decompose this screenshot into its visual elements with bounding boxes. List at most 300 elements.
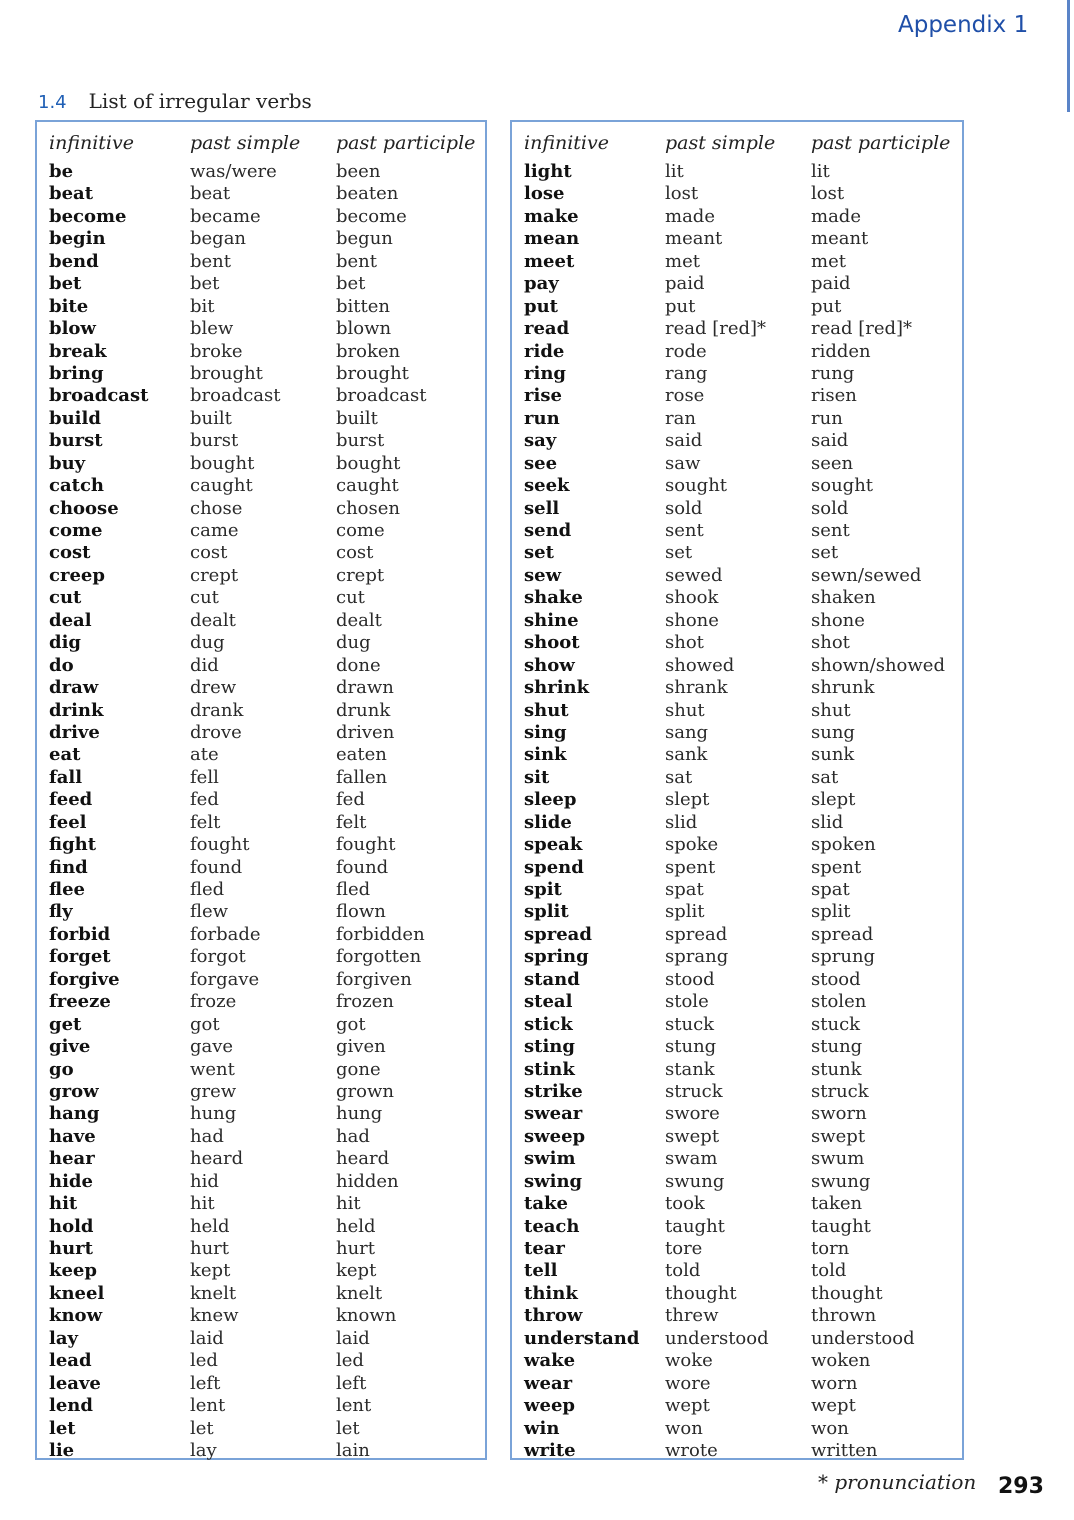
past-participle-cell: swum xyxy=(811,1148,865,1170)
table-row xyxy=(49,1238,485,1260)
infinitive-cell: bend xyxy=(49,250,99,272)
infinitive-cell: eat xyxy=(49,744,81,766)
table-row xyxy=(49,901,485,923)
past-simple-cell: stung xyxy=(665,1036,717,1058)
infinitive-cell: wear xyxy=(524,1372,573,1394)
infinitive-cell: come xyxy=(49,520,103,541)
table-row xyxy=(49,1126,485,1148)
infinitive-cell: lay xyxy=(49,1327,78,1349)
past-participle-cell: hurt xyxy=(336,1238,376,1259)
past-simple-cell: hid xyxy=(190,1170,219,1192)
infinitive-cell: read xyxy=(524,318,570,340)
table-row xyxy=(49,924,485,946)
table-row xyxy=(524,1328,962,1350)
infinitive-cell: fight xyxy=(49,834,97,856)
infinitive-cell: bring xyxy=(49,362,104,384)
past-participle-cell: worn xyxy=(811,1372,858,1394)
table-row xyxy=(524,879,962,901)
infinitive-cell: sweep xyxy=(524,1125,586,1147)
past-simple-cell: forgave xyxy=(190,968,260,990)
table-row xyxy=(524,565,962,587)
past-simple-cell: hung xyxy=(190,1103,237,1125)
table-row xyxy=(524,475,962,497)
past-simple-cell: held xyxy=(190,1215,230,1237)
past-participle-cell: woken xyxy=(811,1350,871,1372)
table-body xyxy=(524,161,962,1462)
table-row xyxy=(49,1014,485,1036)
infinitive-cell: forbid xyxy=(49,923,111,945)
past-simple-cell: drank xyxy=(190,699,244,721)
past-participle-cell: fallen xyxy=(336,766,388,788)
infinitive-cell: teach xyxy=(524,1215,580,1237)
past-participle-cell: found xyxy=(336,856,389,878)
past-simple-cell: shrank xyxy=(665,677,728,699)
past-participle-cell: fed xyxy=(336,789,365,811)
past-simple-cell: spoke xyxy=(665,834,719,856)
infinitive-cell: set xyxy=(524,542,554,564)
infinitive-cell: hurt xyxy=(49,1238,93,1259)
table-row xyxy=(524,1305,962,1327)
table-row xyxy=(524,632,962,654)
infinitive-cell: lend xyxy=(49,1395,93,1417)
infinitive-cell: leave xyxy=(49,1372,101,1394)
table-row xyxy=(49,1260,485,1282)
past-simple-cell: got xyxy=(190,1013,220,1035)
past-participle-cell: lost xyxy=(811,183,845,205)
past-simple-cell: came xyxy=(190,520,239,541)
past-simple-cell: drove xyxy=(190,721,242,743)
past-participle-cell: hidden xyxy=(336,1170,399,1192)
past-participle-cell: shot xyxy=(811,632,850,654)
past-participle-cell: eaten xyxy=(336,744,387,766)
past-participle-cell: got xyxy=(336,1013,366,1035)
past-simple-cell: burst xyxy=(190,430,239,452)
table-row xyxy=(49,206,485,228)
infinitive-cell: mean xyxy=(524,228,580,250)
past-simple-cell: left xyxy=(190,1372,221,1394)
past-simple-cell: was/were xyxy=(190,161,277,182)
infinitive-cell: show xyxy=(524,654,575,676)
past-participle-cell: blown xyxy=(336,318,392,340)
infinitive-cell: give xyxy=(49,1036,91,1058)
infinitive-cell: stick xyxy=(524,1013,573,1035)
table-row xyxy=(524,901,962,923)
past-participle-cell: spat xyxy=(811,879,850,900)
infinitive-cell: meet xyxy=(524,250,575,272)
past-participle-cell: shut xyxy=(811,699,851,721)
infinitive-cell: sell xyxy=(524,497,560,519)
past-simple-cell: understood xyxy=(665,1327,769,1349)
table-row xyxy=(524,296,962,318)
infinitive-cell: steal xyxy=(524,991,573,1013)
past-participle-cell: cut xyxy=(336,587,365,609)
past-simple-cell: went xyxy=(190,1058,235,1080)
table-row xyxy=(524,1350,962,1372)
past-participle-cell: broadcast xyxy=(336,385,427,407)
past-participle-cell: sewn/sewed xyxy=(811,564,922,586)
table-row xyxy=(49,475,485,497)
past-simple-cell: beat xyxy=(190,183,231,205)
past-simple-cell: swam xyxy=(665,1148,718,1170)
infinitive-cell: find xyxy=(49,856,88,878)
table-row xyxy=(49,969,485,991)
infinitive-cell: sink xyxy=(524,744,567,766)
past-participle-cell: been xyxy=(336,161,381,182)
infinitive-cell: drink xyxy=(49,699,104,721)
table-row xyxy=(524,1238,962,1260)
past-participle-cell: dug xyxy=(336,632,371,654)
table-row xyxy=(49,1418,485,1440)
past-simple-cell: sang xyxy=(665,721,709,743)
past-participle-cell: forgiven xyxy=(336,968,412,990)
infinitive-cell: be xyxy=(49,161,74,182)
past-simple-cell: split xyxy=(665,901,705,923)
infinitive-cell: swing xyxy=(524,1170,583,1192)
table-row xyxy=(524,857,962,879)
past-simple-cell: read [red]* xyxy=(665,318,767,340)
infinitive-cell: seek xyxy=(524,475,570,497)
infinitive-cell: drive xyxy=(49,721,100,743)
past-simple-cell: forbade xyxy=(190,923,261,945)
past-simple-cell: spent xyxy=(665,856,716,878)
past-participle-cell: stood xyxy=(811,968,861,990)
infinitive-cell: fall xyxy=(49,766,83,788)
infinitive-cell: creep xyxy=(49,564,105,586)
table-row xyxy=(524,1081,962,1103)
past-simple-cell: rang xyxy=(665,362,708,384)
past-simple-cell: did xyxy=(190,654,219,676)
infinitive-cell: dig xyxy=(49,632,82,654)
past-participle-cell: split xyxy=(811,901,851,923)
past-simple-cell: began xyxy=(190,228,247,250)
infinitive-cell: feel xyxy=(49,811,87,833)
infinitive-cell: ride xyxy=(524,340,565,362)
infinitive-cell: hide xyxy=(49,1170,93,1192)
past-simple-cell: fell xyxy=(190,766,219,788)
table-row xyxy=(524,453,962,475)
table-row xyxy=(524,1103,962,1125)
infinitive-cell: buy xyxy=(49,452,86,474)
past-simple-cell: gave xyxy=(190,1036,234,1058)
table-row xyxy=(49,1440,485,1462)
past-simple-cell: shut xyxy=(665,699,705,721)
past-simple-cell: caught xyxy=(190,475,253,497)
table-row xyxy=(524,834,962,856)
past-simple-cell: fought xyxy=(190,834,250,856)
past-simple-cell: cut xyxy=(190,587,219,609)
past-simple-cell: told xyxy=(665,1260,701,1282)
infinitive-cell: cost xyxy=(49,542,91,564)
past-simple-cell: fled xyxy=(190,879,225,900)
page-edge-divider xyxy=(1067,0,1070,112)
table-row xyxy=(524,318,962,340)
past-participle-cell: chosen xyxy=(336,497,400,519)
past-participle-cell: stung xyxy=(811,1036,863,1058)
infinitive-cell: lie xyxy=(49,1439,75,1461)
past-participle-cell: written xyxy=(811,1439,878,1461)
table-row xyxy=(524,1373,962,1395)
past-simple-cell: won xyxy=(665,1417,703,1439)
header-past-simple: past simple xyxy=(665,132,776,154)
past-participle-cell: taught xyxy=(811,1215,871,1237)
past-participle-cell: sat xyxy=(811,766,839,788)
infinitive-cell: get xyxy=(49,1013,82,1035)
table-header xyxy=(524,132,962,158)
past-participle-cell: thought xyxy=(811,1282,883,1304)
table-row xyxy=(49,655,485,677)
table-row xyxy=(49,1350,485,1372)
infinitive-cell: spring xyxy=(524,946,589,968)
past-simple-cell: sewed xyxy=(665,564,723,586)
table-row xyxy=(49,1148,485,1170)
infinitive-cell: hear xyxy=(49,1148,95,1170)
table-row xyxy=(49,834,485,856)
table-body xyxy=(49,161,485,1462)
table-row xyxy=(49,677,485,699)
past-participle-cell: come xyxy=(336,520,385,541)
table-row xyxy=(524,1148,962,1170)
past-participle-cell: spread xyxy=(811,923,874,945)
past-participle-cell: hung xyxy=(336,1103,383,1125)
infinitive-cell: sting xyxy=(524,1036,575,1058)
infinitive-cell: build xyxy=(49,407,101,429)
past-simple-cell: spat xyxy=(665,879,704,900)
table-row xyxy=(49,610,485,632)
past-participle-cell: brought xyxy=(336,362,409,384)
infinitive-cell: catch xyxy=(49,475,104,497)
table-row xyxy=(524,228,962,250)
table-row xyxy=(524,251,962,273)
table-row xyxy=(49,161,485,183)
past-participle-cell: forbidden xyxy=(336,923,425,945)
infinitive-cell: keep xyxy=(49,1260,97,1282)
past-participle-cell: shone xyxy=(811,609,865,631)
past-participle-cell: spoken xyxy=(811,834,876,856)
infinitive-cell: win xyxy=(524,1417,560,1439)
infinitive-cell: shoot xyxy=(524,632,580,654)
table-row xyxy=(524,1283,962,1305)
table-row xyxy=(524,341,962,363)
footnote: * pronunciation xyxy=(818,1470,977,1494)
table-row xyxy=(524,1440,962,1462)
past-participle-cell: meant xyxy=(811,228,869,250)
past-simple-cell: bought xyxy=(190,452,255,474)
table-row xyxy=(49,744,485,766)
past-simple-cell: drew xyxy=(190,677,237,699)
past-simple-cell: bit xyxy=(190,295,215,317)
past-simple-cell: sank xyxy=(665,744,708,766)
past-participle-cell: lain xyxy=(336,1439,370,1461)
infinitive-cell: sit xyxy=(524,766,550,788)
infinitive-cell: burst xyxy=(49,430,103,452)
past-simple-cell: stuck xyxy=(665,1013,715,1035)
past-participle-cell: heard xyxy=(336,1148,390,1170)
past-simple-cell: rode xyxy=(665,340,707,362)
infinitive-cell: hang xyxy=(49,1103,100,1125)
infinitive-cell: shut xyxy=(524,699,569,721)
table-row xyxy=(49,1193,485,1215)
past-participle-cell: sought xyxy=(811,475,874,497)
infinitive-cell: put xyxy=(524,295,558,317)
past-simple-cell: sold xyxy=(665,497,703,519)
infinitive-cell: see xyxy=(524,452,558,474)
table-row xyxy=(49,408,485,430)
past-participle-cell: drawn xyxy=(336,677,394,699)
past-simple-cell: slept xyxy=(665,789,710,811)
past-participle-cell: led xyxy=(336,1350,364,1372)
past-simple-cell: took xyxy=(665,1193,705,1215)
past-simple-cell: bent xyxy=(190,250,232,272)
past-participle-cell: stuck xyxy=(811,1013,861,1035)
past-participle-cell: ridden xyxy=(811,340,871,362)
past-participle-cell: hit xyxy=(336,1193,361,1215)
past-simple-cell: dug xyxy=(190,632,225,654)
table-row xyxy=(49,363,485,385)
infinitive-cell: make xyxy=(524,205,579,227)
past-simple-cell: hit xyxy=(190,1193,215,1215)
infinitive-cell: write xyxy=(524,1439,576,1461)
header-past-participle: past participle xyxy=(336,132,476,154)
past-simple-cell: thought xyxy=(665,1282,737,1304)
infinitive-cell: wake xyxy=(524,1350,576,1372)
table-row xyxy=(524,430,962,452)
table-row xyxy=(49,1395,485,1417)
table-row xyxy=(524,542,962,564)
past-simple-cell: flew xyxy=(190,901,229,923)
table-row xyxy=(49,767,485,789)
past-participle-cell: kept xyxy=(336,1260,377,1282)
past-simple-cell: blew xyxy=(190,318,234,340)
past-simple-cell: wore xyxy=(665,1372,711,1394)
past-simple-cell: let xyxy=(190,1417,214,1439)
past-simple-cell: set xyxy=(665,542,693,564)
past-participle-cell: caught xyxy=(336,475,399,497)
past-participle-cell: crept xyxy=(336,564,385,586)
past-participle-cell: said xyxy=(811,430,849,452)
past-simple-cell: showed xyxy=(665,654,735,676)
past-simple-cell: forgot xyxy=(190,946,246,968)
past-participle-cell: left xyxy=(336,1372,367,1394)
past-participle-cell: beaten xyxy=(336,183,399,205)
past-participle-cell: held xyxy=(336,1215,376,1237)
past-participle-cell: driven xyxy=(336,721,395,743)
past-participle-cell: swept xyxy=(811,1125,866,1147)
table-row xyxy=(49,273,485,295)
past-simple-cell: wrote xyxy=(665,1439,718,1461)
past-participle-cell: burst xyxy=(336,430,385,452)
section-number: 1.4 xyxy=(38,92,67,113)
past-participle-cell: grown xyxy=(336,1080,394,1102)
past-simple-cell: struck xyxy=(665,1080,723,1102)
infinitive-cell: throw xyxy=(524,1305,583,1327)
past-simple-cell: had xyxy=(190,1125,224,1147)
infinitive-cell: run xyxy=(524,407,560,429)
table-row xyxy=(524,1014,962,1036)
past-participle-cell: done xyxy=(336,654,381,676)
infinitive-cell: take xyxy=(524,1193,568,1215)
past-participle-cell: sent xyxy=(811,520,850,541)
infinitive-cell: strike xyxy=(524,1080,583,1102)
past-simple-cell: built xyxy=(190,407,232,429)
infinitive-cell: speak xyxy=(524,834,583,856)
past-simple-cell: rose xyxy=(665,385,705,407)
past-participle-cell: laid xyxy=(336,1327,370,1349)
past-participle-cell: felt xyxy=(336,811,367,833)
table-row xyxy=(49,498,485,520)
table-row xyxy=(524,1171,962,1193)
past-participle-cell: fled xyxy=(336,879,371,900)
past-participle-cell: cost xyxy=(336,542,374,564)
table-row xyxy=(524,1193,962,1215)
table-row xyxy=(524,655,962,677)
past-simple-cell: dealt xyxy=(190,609,236,631)
table-row xyxy=(49,722,485,744)
past-participle-cell: seen xyxy=(811,452,854,474)
infinitive-cell: flee xyxy=(49,879,85,900)
table-row xyxy=(49,632,485,654)
past-participle-cell: sworn xyxy=(811,1103,867,1125)
section-heading xyxy=(38,89,312,113)
appendix-title: Appendix 1 xyxy=(898,12,1029,38)
past-simple-cell: wept xyxy=(665,1395,710,1417)
table-row xyxy=(49,587,485,609)
past-simple-cell: spread xyxy=(665,923,728,945)
table-row xyxy=(49,1216,485,1238)
infinitive-cell: do xyxy=(49,654,74,676)
past-participle-cell: made xyxy=(811,205,861,227)
past-participle-cell: run xyxy=(811,407,843,429)
infinitive-cell: sleep xyxy=(524,789,577,811)
table-row xyxy=(524,587,962,609)
infinitive-cell: choose xyxy=(49,497,119,519)
past-participle-cell: lent xyxy=(336,1395,372,1417)
table-row xyxy=(524,946,962,968)
past-simple-cell: swept xyxy=(665,1125,720,1147)
past-simple-cell: shone xyxy=(665,609,719,631)
infinitive-cell: grow xyxy=(49,1080,99,1102)
past-participle-cell: met xyxy=(811,250,846,272)
table-row xyxy=(49,991,485,1013)
table-row xyxy=(524,183,962,205)
past-participle-cell: spent xyxy=(811,856,862,878)
table-row xyxy=(524,1260,962,1282)
table-row xyxy=(524,789,962,811)
past-simple-cell: shook xyxy=(665,587,719,609)
infinitive-cell: blow xyxy=(49,318,96,340)
infinitive-cell: sing xyxy=(524,721,567,743)
table-row xyxy=(49,183,485,205)
infinitive-cell: freeze xyxy=(49,991,111,1013)
past-participle-cell: struck xyxy=(811,1080,869,1102)
table-row xyxy=(49,251,485,273)
table-row xyxy=(49,453,485,475)
table-row xyxy=(49,1373,485,1395)
past-participle-cell: bent xyxy=(336,250,378,272)
past-simple-cell: cost xyxy=(190,542,228,564)
past-simple-cell: said xyxy=(665,430,703,452)
infinitive-cell: stand xyxy=(524,968,580,990)
infinitive-cell: hit xyxy=(49,1193,78,1215)
infinitive-cell: begin xyxy=(49,228,106,250)
infinitive-cell: ring xyxy=(524,362,566,384)
table-row xyxy=(49,228,485,250)
table-row xyxy=(49,1081,485,1103)
infinitive-cell: forgive xyxy=(49,968,120,990)
table-row xyxy=(524,722,962,744)
header-past-participle: past participle xyxy=(811,132,951,154)
past-participle-cell: sunk xyxy=(811,744,855,766)
table-row xyxy=(524,273,962,295)
